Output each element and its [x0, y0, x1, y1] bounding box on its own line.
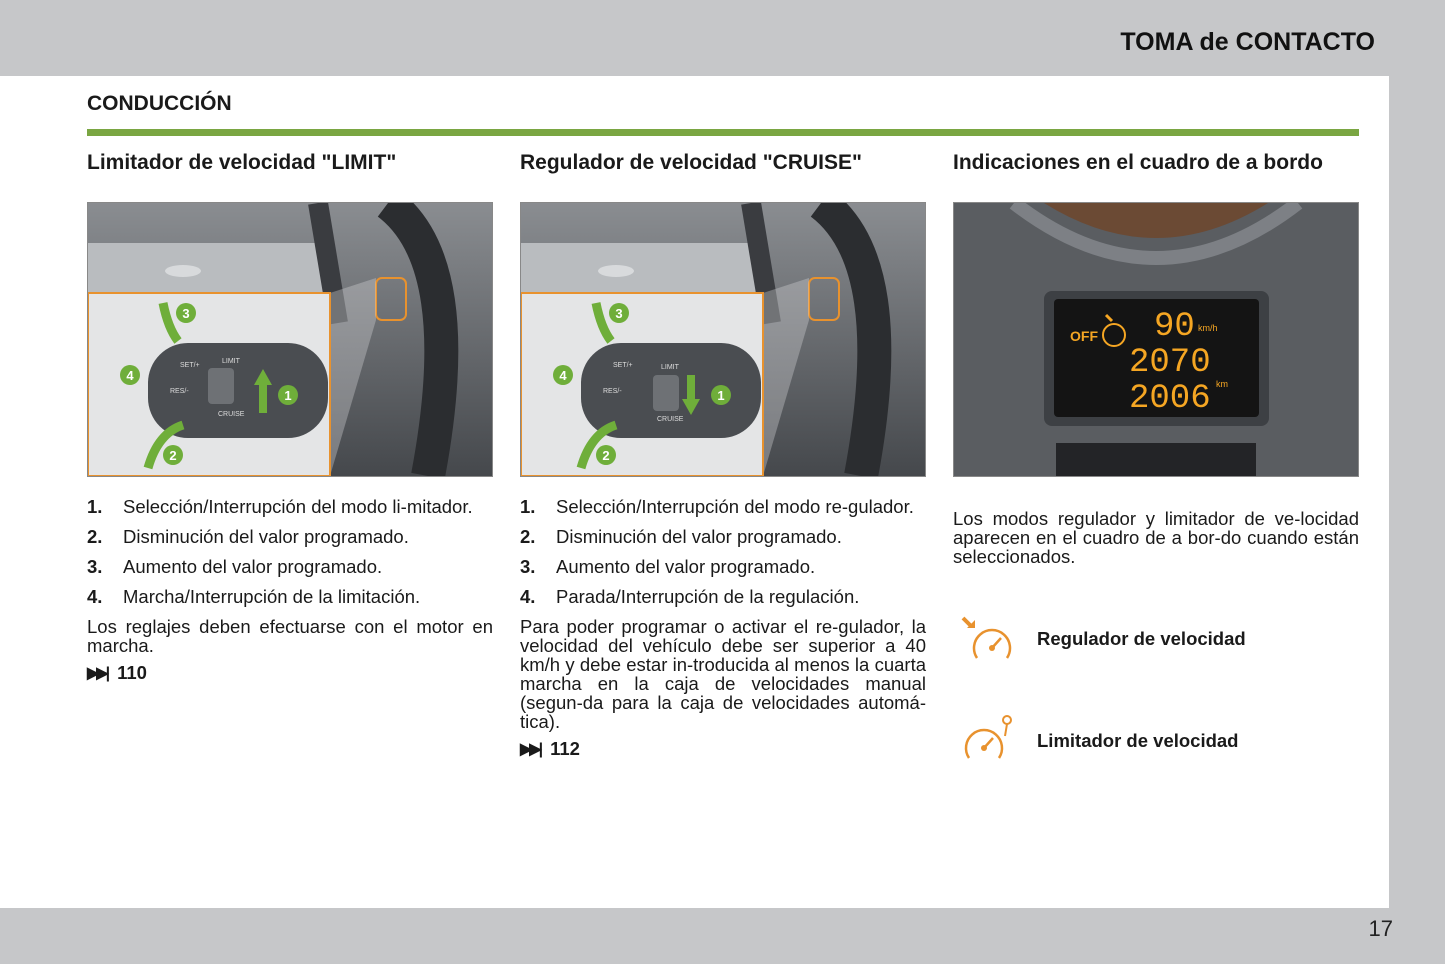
display-speed: 90: [1154, 308, 1195, 346]
fast-forward-icon: ▶▶|: [87, 665, 108, 682]
speed-limiter-icon: [961, 714, 1017, 775]
cruise-control-icon: [961, 614, 1017, 675]
display-note: Los modos regulador y limitador de ve-locidad aparecen en el cuadro de a bor-do cuando están seleccionados.: [953, 508, 1359, 567]
limiter-list: [87, 497, 493, 606]
display-line3: 2006: [1129, 380, 1211, 418]
chapter-title: TOMA de CONTACTO: [1120, 28, 1375, 56]
stalk-label-limit: LIMIT: [222, 358, 240, 365]
stalk-label-set: SET/+: [613, 362, 633, 369]
cruise-note: Para poder programar o activar el re-gulador, la velocidad del vehículo debe ser superior a 40 km/h y debe estar in-troducida al menos la cuarta marcha en la caja de velocidades manual (segun-da para la caja de velocidades automá-tica).: [520, 616, 926, 732]
stalk-label-res: RES/-: [603, 388, 622, 395]
list-item: 2. Disminución del valor programado.: [87, 526, 409, 547]
limiter-column: [87, 152, 493, 684]
stalk-label-limit: LIMIT: [661, 364, 679, 371]
cruise-list: [520, 497, 926, 606]
stalk-label-cruise: CRUISE: [657, 416, 684, 423]
display-speed-unit: km/h: [1198, 323, 1218, 333]
cruise-column: [520, 152, 926, 760]
stalk-label-set: SET/+: [180, 362, 200, 369]
page-number: 17: [1368, 916, 1393, 941]
limiter-heading: Limitador de velocidad "LIMIT": [87, 151, 397, 174]
stalk-label-res: RES/-: [170, 388, 189, 395]
list-item: 3. Aumento del valor programado.: [87, 556, 383, 577]
page-reference-link[interactable]: ▶▶| 110: [87, 662, 147, 683]
display-heading: Indicaciones en el cuadro de a bordo: [953, 151, 1323, 174]
list-item: 1. Selección/Interrupción del modo li-mitador.: [87, 496, 473, 517]
list-item: 4. Marcha/Interrupción de la limitación.: [87, 586, 421, 607]
callout-1: 1: [284, 388, 292, 403]
list-item: 4. Parada/Interrupción de la regulación.: [520, 586, 860, 607]
callout-2: 2: [169, 448, 177, 463]
list-item: 2. Disminución del valor programado.: [520, 526, 842, 547]
legend-cruise: [953, 614, 1359, 674]
display-column: [953, 152, 1359, 774]
stalk-label-cruise: CRUISE: [218, 411, 245, 418]
page-reference-link[interactable]: ▶▶| 112: [520, 738, 580, 759]
callout-2: 2: [602, 448, 610, 463]
instrument-cluster-illustration: [953, 202, 1359, 477]
list-item: 1. Selección/Interrupción del modo re-gulador.: [520, 496, 914, 517]
callout-3: 3: [615, 306, 623, 321]
display-off-text: OFF: [1070, 328, 1098, 344]
section-divider: [87, 129, 1359, 136]
cruise-heading: Regulador de velocidad "CRUISE": [520, 151, 862, 174]
cruise-stalk-illustration: [520, 202, 926, 477]
display-line2: 2070: [1129, 344, 1211, 382]
display-line3-unit: km: [1216, 379, 1228, 389]
callout-4: 4: [126, 368, 134, 383]
limiter-stalk-illustration: [87, 202, 493, 477]
section-title: CONDUCCIÓN: [87, 92, 232, 115]
legend-limiter: [953, 714, 1359, 774]
limiter-note: Los reglajes deben efectuarse con el motor en marcha.: [87, 616, 493, 656]
page-content: [0, 76, 1389, 908]
callout-4: 4: [559, 368, 567, 383]
legend-limiter-label: Limitador de velocidad: [1037, 730, 1239, 751]
callout-3: 3: [182, 306, 190, 321]
legend-cruise-label: Regulador de velocidad: [1037, 628, 1246, 649]
list-item: 3. Aumento del valor programado.: [520, 556, 816, 577]
callout-1: 1: [717, 388, 725, 403]
fast-forward-icon: ▶▶|: [520, 741, 541, 758]
